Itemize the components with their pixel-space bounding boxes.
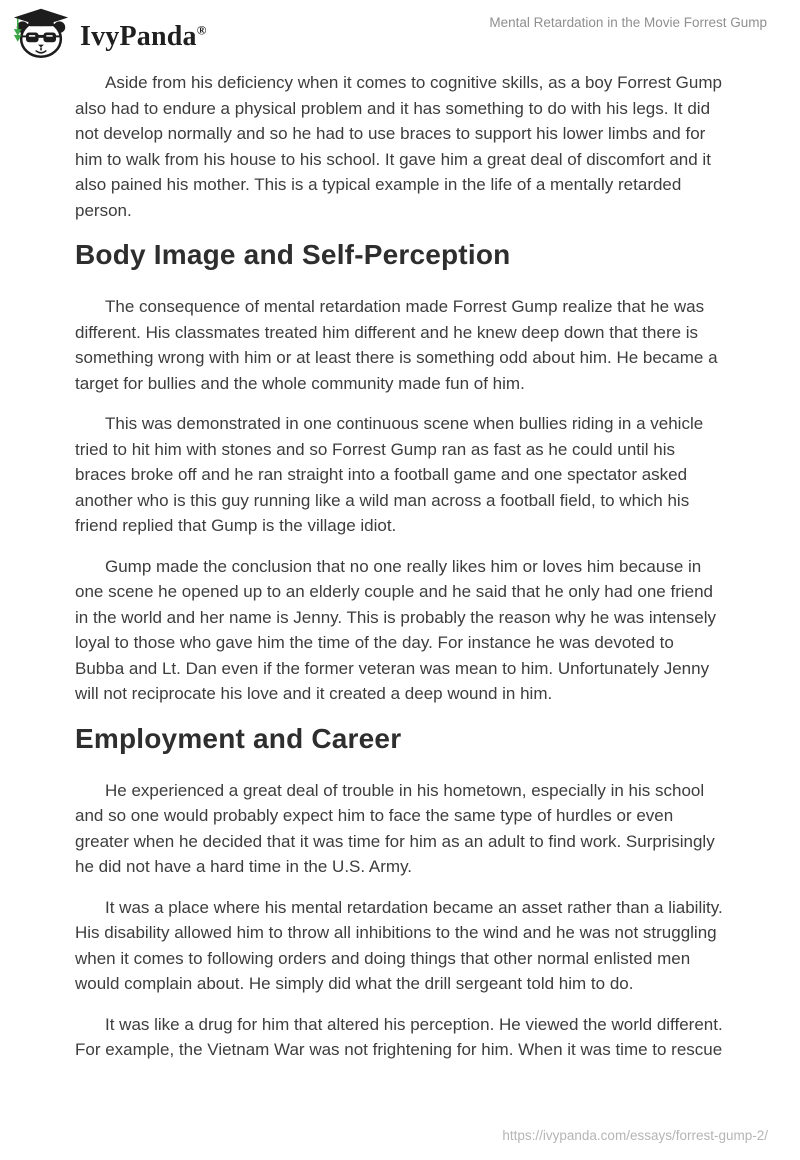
source-url[interactable]: https://ivypanda.com/essays/forrest-gump-2/ bbox=[502, 1128, 768, 1143]
essay-content bbox=[0, 64, 800, 1063]
page-header bbox=[0, 0, 800, 64]
document-title: Mental Retardation in the Movie Forrest Gump bbox=[489, 15, 767, 30]
paragraph: It was a place where his mental retardation became an asset rather than a liability. His disability allowed him to throw all inhibitions to the wind and he was not struggling when it comes to following orders and doing things that other normal enlisted men would complain about. He simply did what the drill sergeant told him to do. bbox=[75, 897, 723, 993]
registered-mark: ® bbox=[196, 22, 207, 38]
graduate-panda-icon bbox=[10, 6, 72, 60]
paragraph: Gump made the conclusion that no one really likes him or loves him because in one scene he opened up to an elderly couple and he said that he only had one friend in the world and her name is Jenny. This is probably the reason why he was intensely loyal to those who gave him the time of the day. For instance he was devoted to Bubba and Lt. Dan even if the former veteran was mean to him. Unfortunately Jenny will not reciprocate his love and it created a deep wound in him. bbox=[75, 556, 716, 703]
brand-name: IvyPanda® bbox=[80, 21, 207, 52]
paragraph: This was demonstrated in one continuous scene when bullies riding in a vehicle tried to hit him with stones and so Forrest Gump ran as fast as he could until his braces broke off and he ran straight into a football game and one spectator asked another who is this guy running like a wild man across a football field, to which his friend replied that Gump is the village idiot. bbox=[75, 414, 704, 535]
paragraph-intro: Aside from his deficiency when it comes to cognitive skills, as a boy Forrest Gump also had to endure a physical problem and it has something to do with his legs. It did not develop normally and so he had to use braces to support his lower limbs and for him to walk from his house to his school. It gave him a great deal of discomfort and it also pained his mother. This is a typical example in the life of a mentally retarded person. bbox=[75, 73, 722, 220]
section-heading-employment: Employment and Career bbox=[75, 722, 402, 754]
section-heading-body-image: Body Image and Self-Perception bbox=[75, 239, 511, 270]
page-footer bbox=[502, 1127, 768, 1145]
brand[interactable] bbox=[10, 6, 207, 60]
paragraph: It was like a drug for him that altered his perception. He viewed the world different. For example, the Vietnam War was not frightening for him. When it was time to rescue bbox=[75, 1014, 723, 1059]
paragraph: The consequence of mental retardation made Forrest Gump realize that he was different. His classmates treated him different and he knew deep down that there is something wrong with him or at least there is something odd about him. He became a target for bullies and the whole community made fun of him. bbox=[75, 297, 718, 393]
paragraph: He experienced a great deal of trouble in his hometown, especially in his school and so one would probably expect him to face the same type of hurdles or even greater when he decided that it was time for him as an adult to find work. Surprisingly he did not have a hard time in the U.S. Army. bbox=[75, 780, 715, 876]
